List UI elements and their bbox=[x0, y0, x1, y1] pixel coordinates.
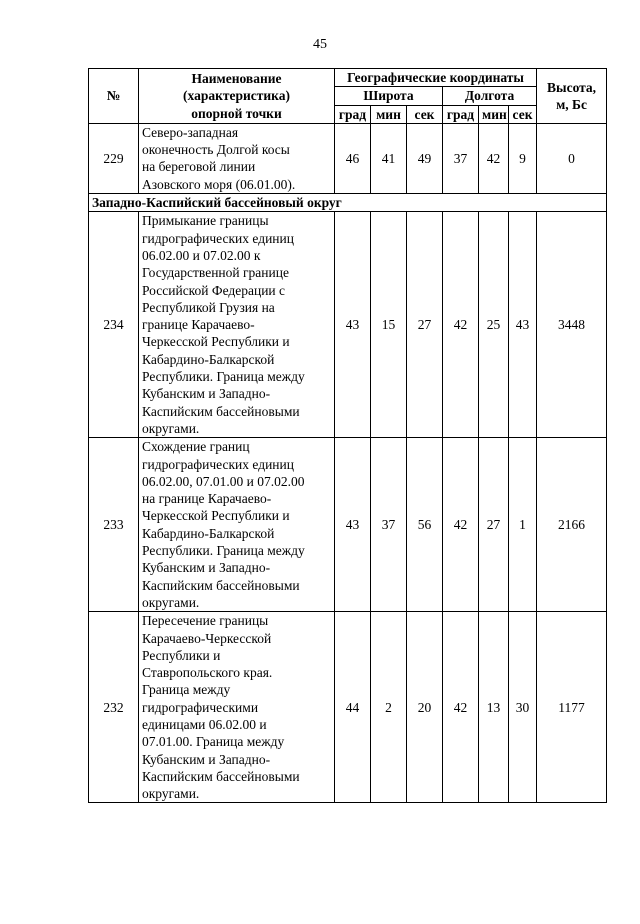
desc-line: гидрографических единиц bbox=[142, 456, 294, 472]
desc-line: на границе Карачаево- bbox=[142, 491, 272, 507]
header-name-line2: (характеристика) bbox=[183, 88, 290, 104]
desc-line: Северо-западная bbox=[142, 124, 239, 140]
row-description bbox=[139, 612, 335, 803]
header-lon-deg: град bbox=[443, 105, 479, 123]
lon-sec: 9 bbox=[509, 123, 537, 193]
lon-min: 25 bbox=[479, 212, 509, 438]
row-number: 234 bbox=[89, 212, 139, 438]
desc-line: Ставропольского края. bbox=[142, 665, 273, 681]
header-name bbox=[139, 69, 335, 124]
desc-line: Схождение границ bbox=[142, 439, 250, 455]
desc-line: 07.01.00. Граница между bbox=[142, 734, 285, 750]
row-number: 232 bbox=[89, 612, 139, 803]
desc-line: Каспийским бассейновыми bbox=[142, 403, 300, 419]
desc-line: Каспийским бассейновыми bbox=[142, 577, 300, 593]
header-name-line3: опорной точки bbox=[191, 105, 282, 121]
desc-line: Черкесской Республики и bbox=[142, 334, 290, 350]
desc-line: Карачаево-Черкесской bbox=[142, 630, 272, 646]
desc-line: Республикой Грузия на bbox=[142, 299, 275, 315]
desc-line: границе Карачаево- bbox=[142, 317, 255, 333]
lat-sec: 56 bbox=[407, 438, 443, 612]
lon-deg: 37 bbox=[443, 123, 479, 193]
row-description bbox=[139, 123, 335, 193]
header-height-line2: м, Бс bbox=[556, 96, 587, 112]
row-description bbox=[139, 212, 335, 438]
desc-line: округами. bbox=[142, 594, 200, 610]
row-description bbox=[139, 438, 335, 612]
desc-line: Кубанским и Западно- bbox=[142, 386, 271, 402]
page-number: 45 bbox=[313, 37, 327, 52]
header-lat-deg: град bbox=[335, 105, 371, 123]
desc-line: Российской Федерации с bbox=[142, 282, 286, 298]
desc-line: Кабардино-Балкарской bbox=[142, 525, 275, 541]
desc-line: Примыкание границы bbox=[142, 213, 269, 229]
header-longitude: Долгота bbox=[443, 87, 537, 105]
desc-line: Азовского моря (06.01.00). bbox=[142, 176, 296, 192]
desc-line: гидрографическими bbox=[142, 699, 259, 715]
lon-sec: 43 bbox=[509, 212, 537, 438]
height: 2166 bbox=[537, 438, 607, 612]
desc-line: Кубанским и Западно- bbox=[142, 751, 271, 767]
desc-line: округами. bbox=[142, 420, 200, 436]
header-lat-min: мин bbox=[371, 105, 407, 123]
desc-line: округами. bbox=[142, 786, 200, 802]
header-height-line1: Высота, bbox=[547, 79, 597, 95]
lon-min: 42 bbox=[479, 123, 509, 193]
lon-deg: 42 bbox=[443, 212, 479, 438]
row-number: 229 bbox=[89, 123, 139, 193]
header-latitude: Широта bbox=[335, 87, 443, 105]
header-lon-sec: сек bbox=[509, 105, 537, 123]
desc-line: Республики. Граница между bbox=[142, 369, 305, 385]
lat-sec: 49 bbox=[407, 123, 443, 193]
header-number: № bbox=[89, 69, 139, 124]
header-name-line1: Наименование bbox=[191, 71, 282, 86]
desc-line: Каспийским бассейновыми bbox=[142, 768, 300, 784]
lat-sec: 27 bbox=[407, 212, 443, 438]
desc-line: 06.02.00, 07.01.00 и 07.02.00 bbox=[142, 473, 305, 489]
lat-deg: 46 bbox=[335, 123, 371, 193]
desc-line: единицами 06.02.00 и bbox=[142, 716, 267, 732]
row-number: 233 bbox=[89, 438, 139, 612]
reference-points-table bbox=[88, 68, 607, 803]
height: 1177 bbox=[537, 612, 607, 803]
table-row bbox=[89, 438, 607, 612]
lat-min: 37 bbox=[371, 438, 407, 612]
desc-line: Пересечение границы bbox=[142, 613, 269, 629]
table-row bbox=[89, 123, 607, 193]
desc-line: оконечность Долгой косы bbox=[142, 142, 290, 158]
lon-sec: 30 bbox=[509, 612, 537, 803]
desc-line: Государственной границе bbox=[142, 265, 289, 281]
height: 0 bbox=[537, 123, 607, 193]
lon-min: 27 bbox=[479, 438, 509, 612]
lat-deg: 44 bbox=[335, 612, 371, 803]
desc-line: Республики. Граница между bbox=[142, 543, 305, 559]
header-geo-coordinates: Географические координаты bbox=[335, 69, 537, 87]
lat-min: 41 bbox=[371, 123, 407, 193]
header-height bbox=[537, 69, 607, 124]
desc-line: Граница между bbox=[142, 682, 231, 698]
section-row bbox=[89, 194, 607, 212]
lon-deg: 42 bbox=[443, 612, 479, 803]
desc-line: Республики и bbox=[142, 647, 221, 663]
desc-line: Кабардино-Балкарской bbox=[142, 351, 275, 367]
table-row bbox=[89, 612, 607, 803]
lat-deg: 43 bbox=[335, 438, 371, 612]
table-row bbox=[89, 212, 607, 438]
height: 3448 bbox=[537, 212, 607, 438]
desc-line: гидрографических единиц bbox=[142, 230, 294, 246]
lon-sec: 1 bbox=[509, 438, 537, 612]
header-lat-sec: сек bbox=[407, 105, 443, 123]
lat-min: 15 bbox=[371, 212, 407, 438]
lon-deg: 42 bbox=[443, 438, 479, 612]
section-title: Западно-Каспийский бассейновый округ bbox=[89, 194, 607, 212]
desc-line: на береговой линии bbox=[142, 159, 256, 175]
lat-min: 2 bbox=[371, 612, 407, 803]
lon-min: 13 bbox=[479, 612, 509, 803]
desc-line: Кубанским и Западно- bbox=[142, 560, 271, 576]
desc-line: 06.02.00 и 07.02.00 к bbox=[142, 247, 261, 263]
lat-deg: 43 bbox=[335, 212, 371, 438]
desc-line: Черкесской Республики и bbox=[142, 508, 290, 524]
header-lon-min: мин bbox=[479, 105, 509, 123]
lat-sec: 20 bbox=[407, 612, 443, 803]
